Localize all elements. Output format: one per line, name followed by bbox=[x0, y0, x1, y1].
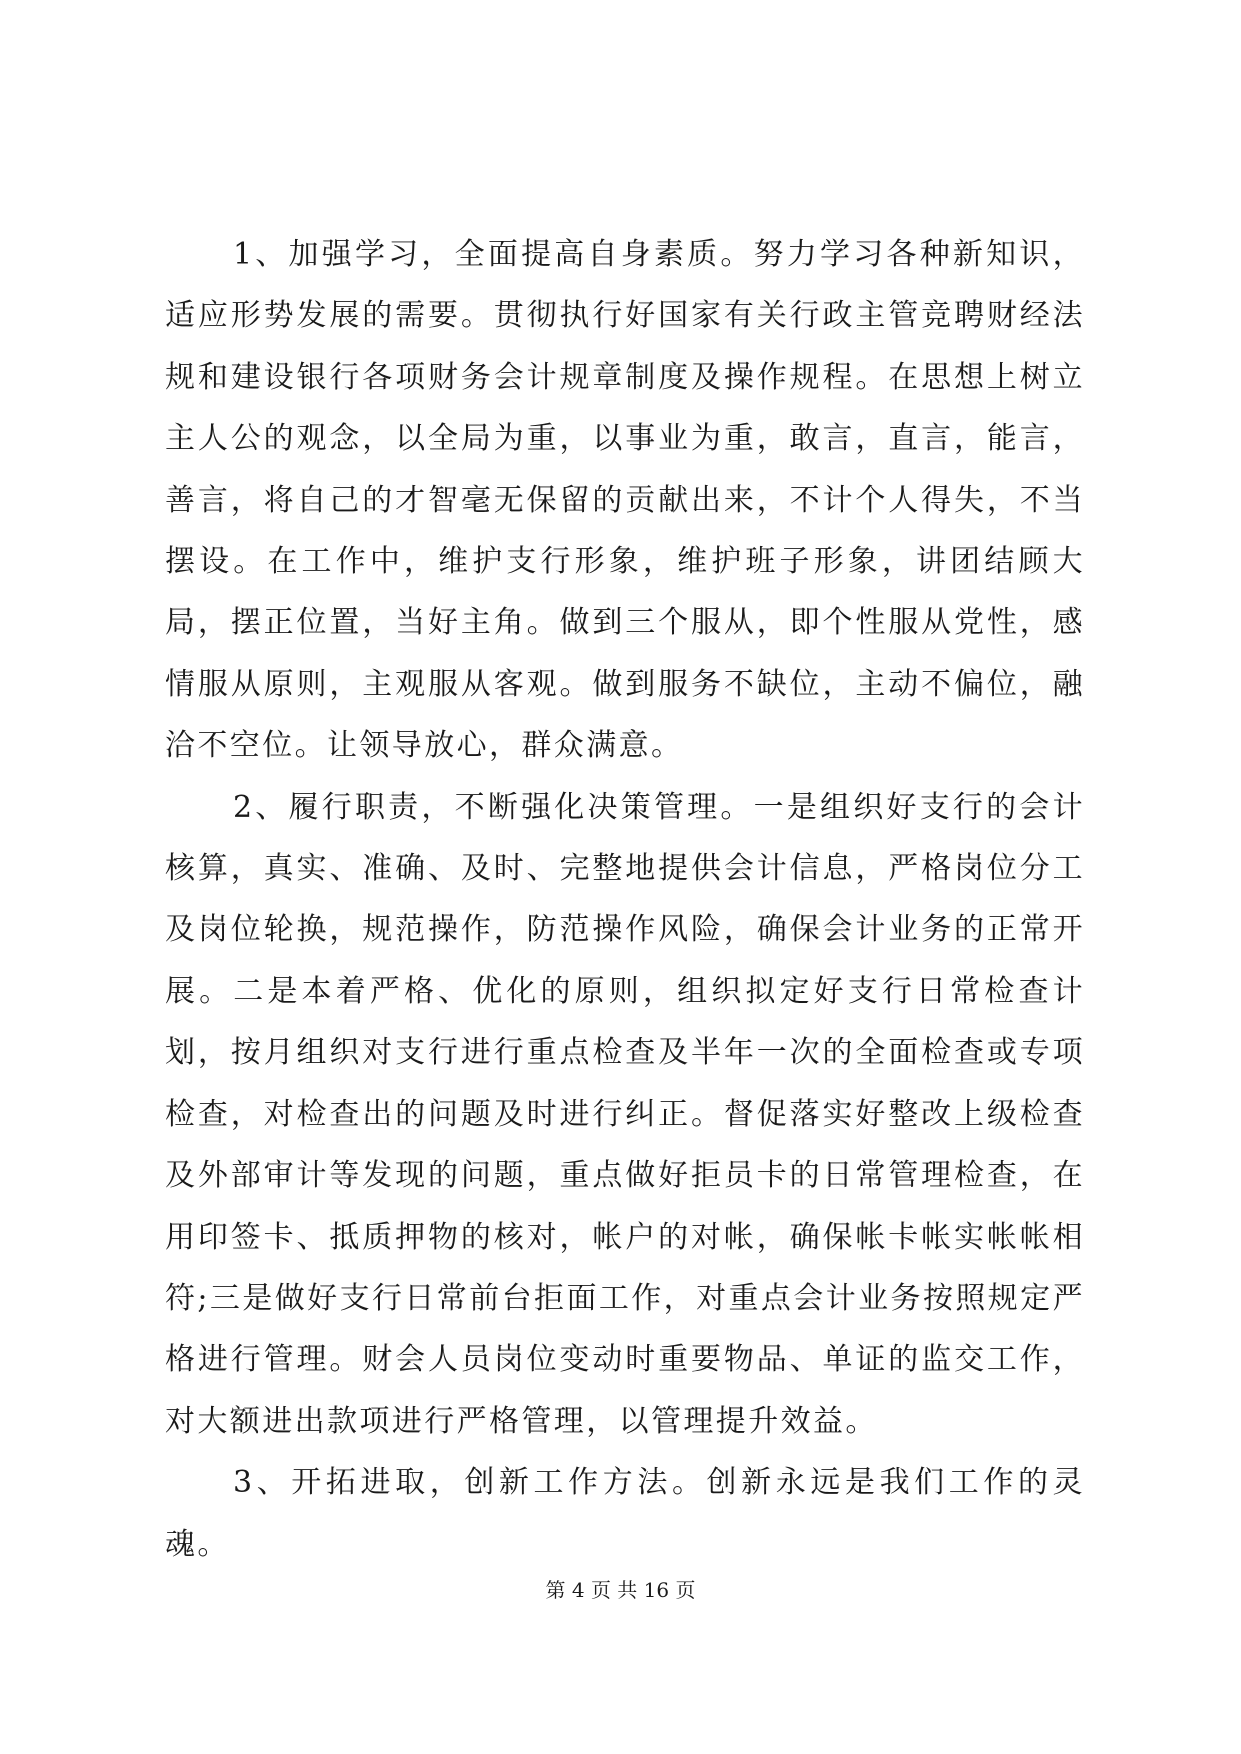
paragraph-1: 1、加强学习，全面提高自身素质。努力学习各种新知识，适应形势发展的需要。贯彻执行好国家有关行政主管竞聘财经法规和建设银行各项财务会计规章制度及操作规程。在思想上树立主人公的观念，以全局为重，以事业为重，敢言，直言，能言，善言，将自己的才智毫无保留的贡献出来，不计个人得失，不当摆设。在工作中，维护支行形象，维护班子形象，讲团结顾大局，摆正位置，当好主角。做到三个服从，即个性服从党性，感情服从原则，主观服从客观。做到服务不缺位，主动不偏位，融洽不空位。让领导放心，群众满意。 bbox=[165, 237, 1085, 764]
document-body bbox=[165, 224, 1085, 1575]
paragraph-2: 2、履行职责，不断强化决策管理。一是组织好支行的会计核算，真实、准确、及时、完整地提供会计信息，严格岗位分工及岗位轮换，规范操作，防范操作风险，确保会计业务的正常开展。二是本着严格、优化的原则，组织拟定好支行日常检查计划，按月组织对支行进行重点检查及半年一次的全面检查或专项检查，对检查出的问题及时进行纠正。督促落实好整改上级检查及外部审计等发现的问题，重点做好拒员卡的日常管理检查，在用印签卡、抵质押物的核对，帐户的对帐，确保帐卡帐实帐帐相符;三是做好支行日常前台拒面工作，对重点会计业务按照规定严格进行管理。财会人员岗位变动时重要物品、单证的监交工作，对大额进出款项进行严格管理，以管理提升效益。 bbox=[165, 789, 1085, 1439]
page-number-footer: 第 4 页 共 16 页 bbox=[545, 1578, 696, 1602]
paragraph-3: 3、开拓进取，创新工作方法。创新永远是我们工作的灵魂。 bbox=[165, 1465, 1085, 1562]
